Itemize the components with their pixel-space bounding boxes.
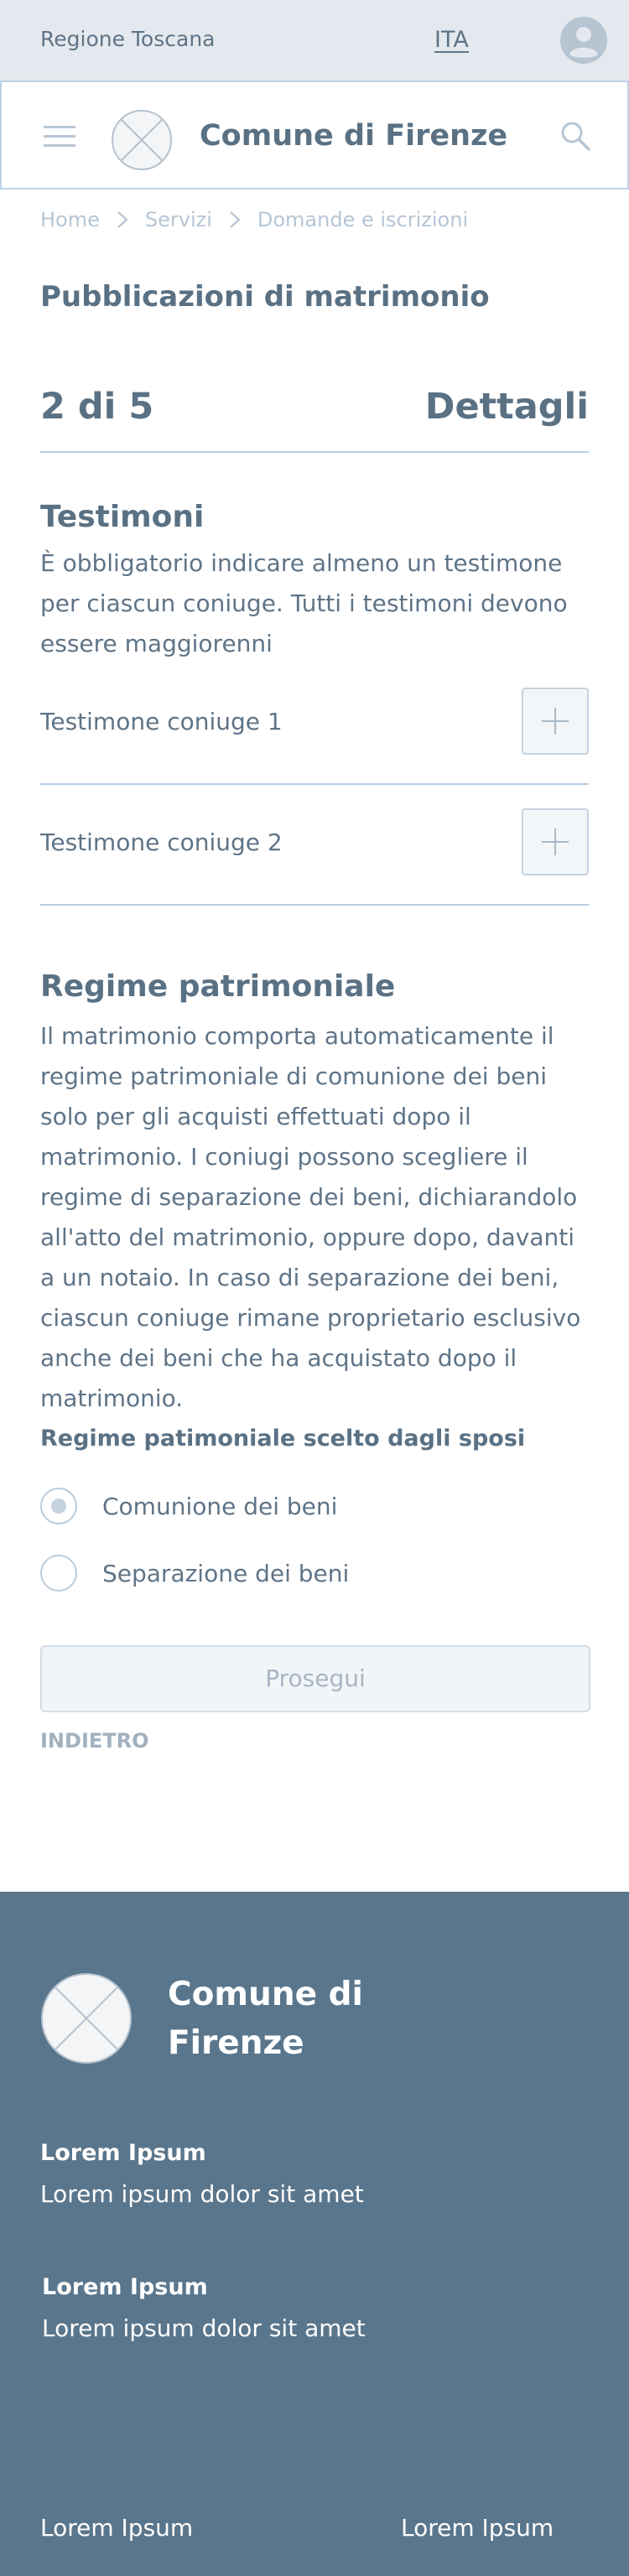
- witness-label: Testimone coniuge 1: [40, 708, 283, 735]
- footer-block-heading: Lorem Ipsum: [40, 2140, 206, 2166]
- language-selector[interactable]: ITA: [434, 27, 469, 53]
- witnesses-title: Testimoni: [40, 500, 205, 534]
- footer-title: Comune di Firenze: [168, 1976, 363, 2062]
- logo-placeholder-icon[interactable]: [40, 1972, 133, 2064]
- site-footer: [0, 1892, 629, 2576]
- site-title[interactable]: Comune di Firenze: [200, 119, 508, 153]
- footer-block-heading: Lorem Ipsum: [42, 2274, 208, 2300]
- stepper: [40, 386, 589, 453]
- radio-label: Separazione dei beni: [102, 1559, 350, 1587]
- top-bar: [0, 0, 629, 80]
- proceed-button[interactable]: Prosegui: [40, 1645, 590, 1712]
- site-header: [0, 80, 629, 190]
- footer-block-link[interactable]: Lorem ipsum dolor sit amet: [42, 2314, 366, 2342]
- chevron-right-icon: [227, 210, 242, 229]
- search-icon[interactable]: [559, 119, 592, 153]
- breadcrumb-current[interactable]: Domande e iscrizioni: [257, 208, 469, 231]
- radio-option-comunione[interactable]: [40, 1488, 337, 1524]
- page-title: Pubblicazioni di matrimonio: [40, 280, 490, 314]
- radio-label: Comunione dei beni: [102, 1492, 338, 1520]
- step-count: 2 di 5: [40, 386, 154, 428]
- hamburger-icon[interactable]: [44, 124, 77, 149]
- footer-block-link[interactable]: Lorem ipsum dolor sit amet: [40, 2180, 364, 2208]
- radio-button[interactable]: [40, 1555, 77, 1592]
- radio-option-separazione[interactable]: [40, 1555, 349, 1592]
- user-avatar-icon[interactable]: [560, 17, 607, 64]
- region-link[interactable]: Regione Toscana: [40, 27, 216, 51]
- breadcrumb-home[interactable]: Home: [40, 208, 100, 231]
- witness-row-spouse-2: [40, 785, 589, 906]
- add-witness-2-button[interactable]: [522, 808, 589, 875]
- breadcrumb: [40, 208, 468, 231]
- footer-bottom-link[interactable]: Lorem Ipsum: [401, 2514, 554, 2542]
- plus-icon: [540, 706, 570, 736]
- regime-title: Regime patrimoniale: [40, 969, 396, 1004]
- back-link[interactable]: INDIETRO: [40, 1729, 149, 1753]
- add-witness-1-button[interactable]: [522, 688, 589, 755]
- witnesses-description: È obbligatorio indicare almeno un testimone per ciascun coniuge. Tutti i testimoni devono essere maggiorenni: [40, 549, 568, 657]
- plus-icon: [540, 827, 570, 857]
- footer-bottom-link[interactable]: Lorem Ipsum: [40, 2514, 194, 2542]
- regime-description: Il matrimonio comporta automaticamente il regime patrimoniale di comunione dei beni solo per gli acquisti effettuati dopo il matrimonio. I coniugi possono scegliere il regime di separazione dei beni, dichiarandolo all'atto del matrimonio, oppure dopo, davanti a un notaio. In caso di separazione dei beni, ciascun coniuge rimane proprietario esclusivo anche dei beni che ha acquistato dopo il matrimonio.: [40, 1022, 581, 1412]
- witness-label: Testimone coniuge 2: [40, 828, 283, 856]
- regime-field-label: Regime patimoniale scelto dagli sposi: [40, 1426, 526, 1452]
- witness-row-spouse-1: [40, 664, 589, 785]
- logo-placeholder-icon[interactable]: [111, 109, 173, 171]
- step-name: Dettagli: [424, 386, 589, 428]
- chevron-right-icon: [115, 210, 130, 229]
- radio-button-selected[interactable]: [40, 1488, 77, 1524]
- breadcrumb-services[interactable]: Servizi: [144, 208, 212, 231]
